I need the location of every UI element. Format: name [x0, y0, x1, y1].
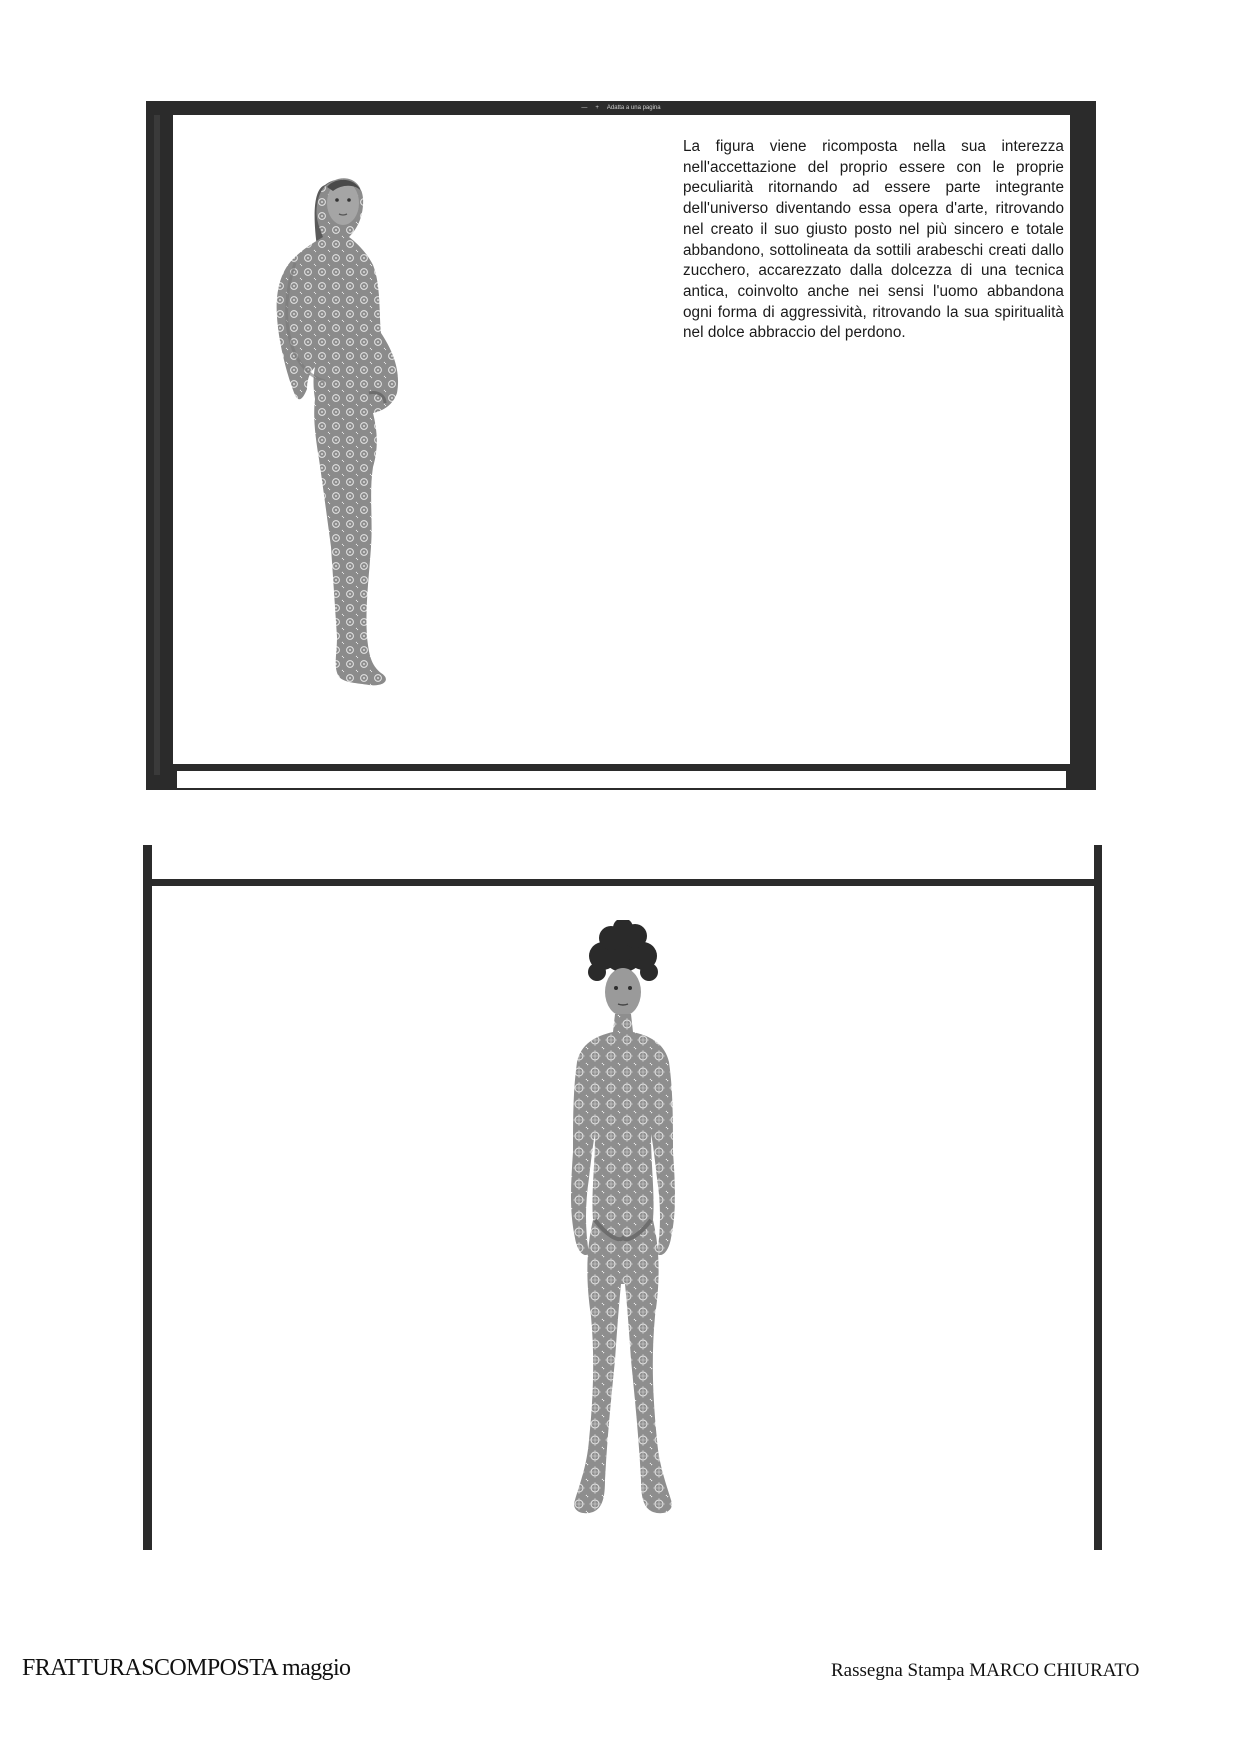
screenshot-panel-bottom: [143, 845, 1103, 1550]
body-text: La figura viene ricomposta nella sua interezza nell'accettazione del proprio essere con le proprie peculiarità ritornando ad essere parte integrante dell'universo diventando essa opera d'arte, ritrovando nel creato il suo giusto posto nel più sincero e totale abbandono, sottolineata da sottili arabeschi creati dallo zucchero, accarezzato dalla dolcezza di una tecnica antica, coinvolto anche nei sensi l'uomo abbandona ogni forma di aggressività, ritrovando la sua spiritualità nel dolce abbraccio del perdono.: [683, 138, 1064, 342]
footer-press-review-label: Rassegna Stampa MARCO CHIURATO: [831, 1660, 1140, 1681]
scrollbar-left: [154, 115, 160, 775]
pregnant-figure-image: [273, 167, 453, 702]
minus-icon[interactable]: —: [581, 105, 588, 111]
footer-publication-label: FRATTURASCOMPOSTA maggio: [22, 1655, 351, 1681]
page-bottom-strip: [177, 771, 1066, 788]
screenshot-panel-top: [146, 101, 1096, 790]
frame-right-bar: [1094, 845, 1102, 1550]
document-page: [173, 115, 1070, 764]
frame-left-bar: [143, 845, 152, 1550]
frame-top-bar: [143, 879, 1102, 886]
standing-figure-image: [523, 920, 723, 1540]
plus-icon[interactable]: +: [595, 105, 599, 111]
viewer-toolbar: [146, 101, 1096, 115]
fit-page-label[interactable]: Adatta a una pagina: [606, 105, 661, 111]
